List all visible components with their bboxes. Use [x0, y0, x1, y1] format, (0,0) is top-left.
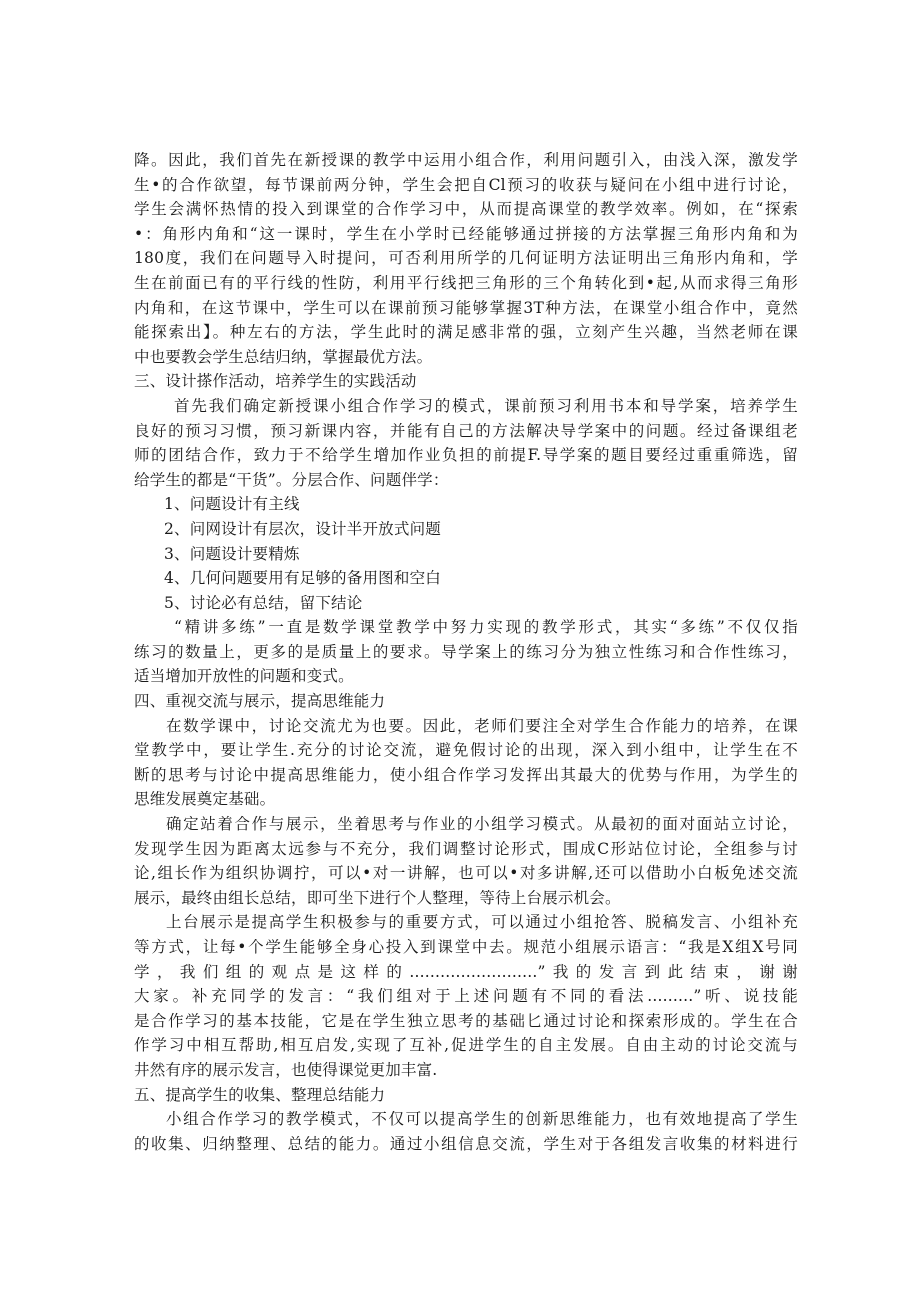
text-line: 小组合作学习的教学模式，不仅可以提高学生的创新思维能力，也有效地提高了学生: [166, 1110, 798, 1129]
text-line: 展示，最终由组长总结，即可坐下进行个人整理，等待上台展示机会。: [134, 888, 621, 907]
text-line: 给学生的都是“干货”。分层合作、问题伴学：: [134, 470, 449, 489]
text-line: 井然有序的展示发言，也使得课觉更加丰富.: [134, 1060, 438, 1079]
text-line: 三、设计搽作活动，培养学生的实践活动: [134, 372, 417, 391]
text-line: 首先我们确定新授课小组合作学习的模式，课前预习利用书本和导学案，培养学生: [174, 396, 798, 415]
text-line: 在数学课中，讨论交流尤为也要。因此，老师们要注全对学生合作能力的培养，在课: [166, 716, 798, 735]
text-line: 思维发展奠定基础。: [134, 790, 276, 809]
text-line: 作学习中相互帮助,相互启发,实现了互补,促进学生的自主发展。自由主动的讨论交流与: [134, 1036, 798, 1055]
text-line: 大家。补充同学的发言：“我们组对于上述问题有不同的看法.........”听、说技能: [134, 987, 798, 1006]
text-line: 2、问网设计有层次，设计半开放式问题: [164, 519, 441, 538]
text-line: 180度，我们在问题导入时提问，可否利用所学的几何证明方法证明出三角形内角和，学: [134, 249, 798, 268]
text-line: 四、重视交流与展示，提高思维能力: [134, 692, 386, 711]
text-line: “精讲多练”一直是数学课堂教学中努力实现的教学形式，其实“多练”不仅仅指: [174, 618, 798, 637]
text-line: 练习的数量上，更多的是质量上的要求。导学案上的练习分为独立性练习和合作性练习，: [134, 642, 798, 661]
text-line: •：角形内角和“这一课时，学生在小学时已经能够通过拼接的方法掌握三角形内角和为: [134, 224, 798, 243]
text-line: 断的思考与讨论中提高思维能力，使小组合作学习发挥出其最大的优势与作用，为学生的: [134, 765, 798, 784]
text-line: 5、讨论必有总结，留下结论: [164, 593, 363, 612]
text-line: 的收集、归纳整理、总结的能力。通过小组信息交流，学生对于各组发言收集的材料进行: [134, 1134, 798, 1153]
text-line: 1、问题设计有主线: [164, 495, 300, 514]
text-line: 良好的预习习惯，预习新课内容，并能有自己的方法解决导学案中的问题。经过备课组老: [134, 421, 798, 440]
text-line: 生•的合作欲望，每节课前两分钟，学生会把自Cl预习的收获与疑问在小组中进行讨论，: [134, 175, 798, 194]
text-line: 论,组长作为组织协调拧，可以•对一讲解，也可以•对多讲解,还可以借助小白板免述交流: [134, 864, 798, 883]
text-line: 师的团结合作，致力于不给学生增加作业负担的前提F.导学案的题目要经过重重筛选，留: [134, 446, 798, 465]
text-line: 3、问题设计要精炼: [164, 544, 300, 563]
text-line: 学，我们组的观点是这样的.........................”我的发言到此结束，谢谢: [134, 962, 798, 981]
text-line: 是合作学习的基本技能，它是在学生独立思考的基础匕通过讨论和探索形成的。学生在合: [134, 1011, 798, 1030]
text-line: 4、几何问题要用有足够的备用图和空白: [164, 569, 441, 588]
text-line: 堂教学中，要让学生.充分的讨论交流，避免假讨论的出现，深入到小组中，让学生在不: [134, 741, 798, 760]
text-line: 适当增加开放性的问题和变式。: [134, 667, 354, 686]
text-line: 上台展示是提高学生积极参与的重要方式，可以通过小组抢答、脱稿发言、小组补充: [166, 913, 798, 932]
text-line: 发现学生因为距离太远参与不充分，我们调整讨论形式，围成C形站位讨论，全组参与讨: [134, 839, 798, 858]
text-line: 降。因此，我们首先在新授课的教学中运用小组合作，利用问题引入，由浅入深，激发学: [134, 151, 798, 169]
document-body: [134, 148, 798, 1156]
text-line: 内角和，在这节课中，学生可以在课前预习能够掌握3T种方法，在课堂小组合作中，竟然: [134, 298, 798, 317]
text-line: 等方式，让每•个学生能够全身心投入到课堂中去。规范小组展示语言：“我是X组X号同: [134, 938, 798, 956]
text-line: 生在前面已有的平行线的性防，利用平行线把三角形的三个角转化到•起,从而求得三角形: [134, 273, 798, 292]
text-line: 确定站着合作与展示，坐着思考与作业的小组学习模式。从最初的面对面站立讨论，: [166, 815, 798, 834]
text-line: 五、提高学生的收集、整理总结能力: [134, 1085, 386, 1104]
text-line: 中也要教会学生总结归纳，掌握最优方法。: [134, 347, 433, 366]
text-line: 学生会满怀热情的投入到课堂的合作学习中，从而提高课堂的教学效率。例如，在“探索: [134, 200, 798, 219]
text-line: 能探索出】。种左右的方法，学生此时的满足感非常的强，立刻产生兴趣，当然老师在课: [134, 323, 798, 342]
